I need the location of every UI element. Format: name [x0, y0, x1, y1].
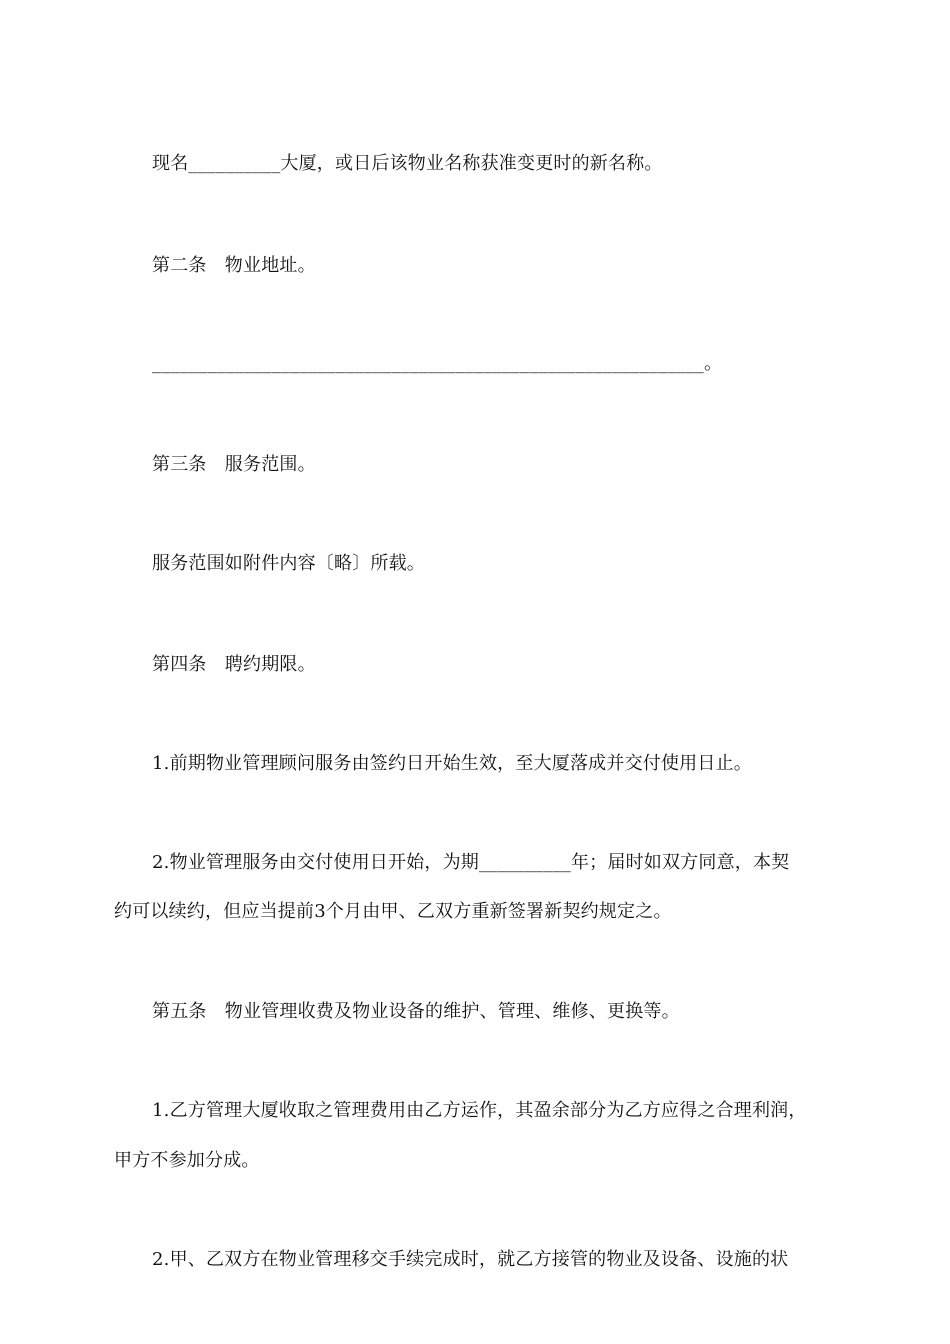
text-line-term-1: 1.前期物业管理顾问服务由签约日开始生效，至大厦落成并交付使用日止。	[152, 753, 752, 774]
article-3-heading: 第三条 服务范围。	[152, 454, 316, 475]
article-5-heading: 第五条 物业管理收费及物业设备的维护、管理、维修、更换等。	[152, 1001, 680, 1022]
text-line-service-scope: 服务范围如附件内容〔略〕所载。	[152, 553, 425, 574]
text-line-fees-1a: 1.乙方管理大厦收取之管理费用由乙方运作，其盈余部分为乙方应得之合理利润，	[152, 1100, 807, 1121]
text-line-fees-1b: 甲方不参加分成。	[114, 1150, 260, 1171]
article-2-heading: 第二条 物业地址。	[152, 255, 316, 276]
address-blank-line: ____________________________________________________________。	[152, 353, 723, 374]
text-line-building-name: 现名__________大厦，或日后该物业名称获准变更时的新名称。	[152, 153, 663, 174]
article-4-heading: 第四条 聘约期限。	[152, 654, 316, 675]
text-line-term-2a: 2.物业管理服务由交付使用日开始，为期__________年；届时如双方同意，本契	[152, 852, 790, 873]
text-line-fees-2a: 2.甲、乙双方在物业管理移交手续完成时，就乙方接管的物业及设备、设施的状	[152, 1249, 789, 1270]
text-line-term-2b: 约可以续约，但应当提前3个月由甲、乙双方重新签署新契约规定之。	[114, 901, 672, 922]
